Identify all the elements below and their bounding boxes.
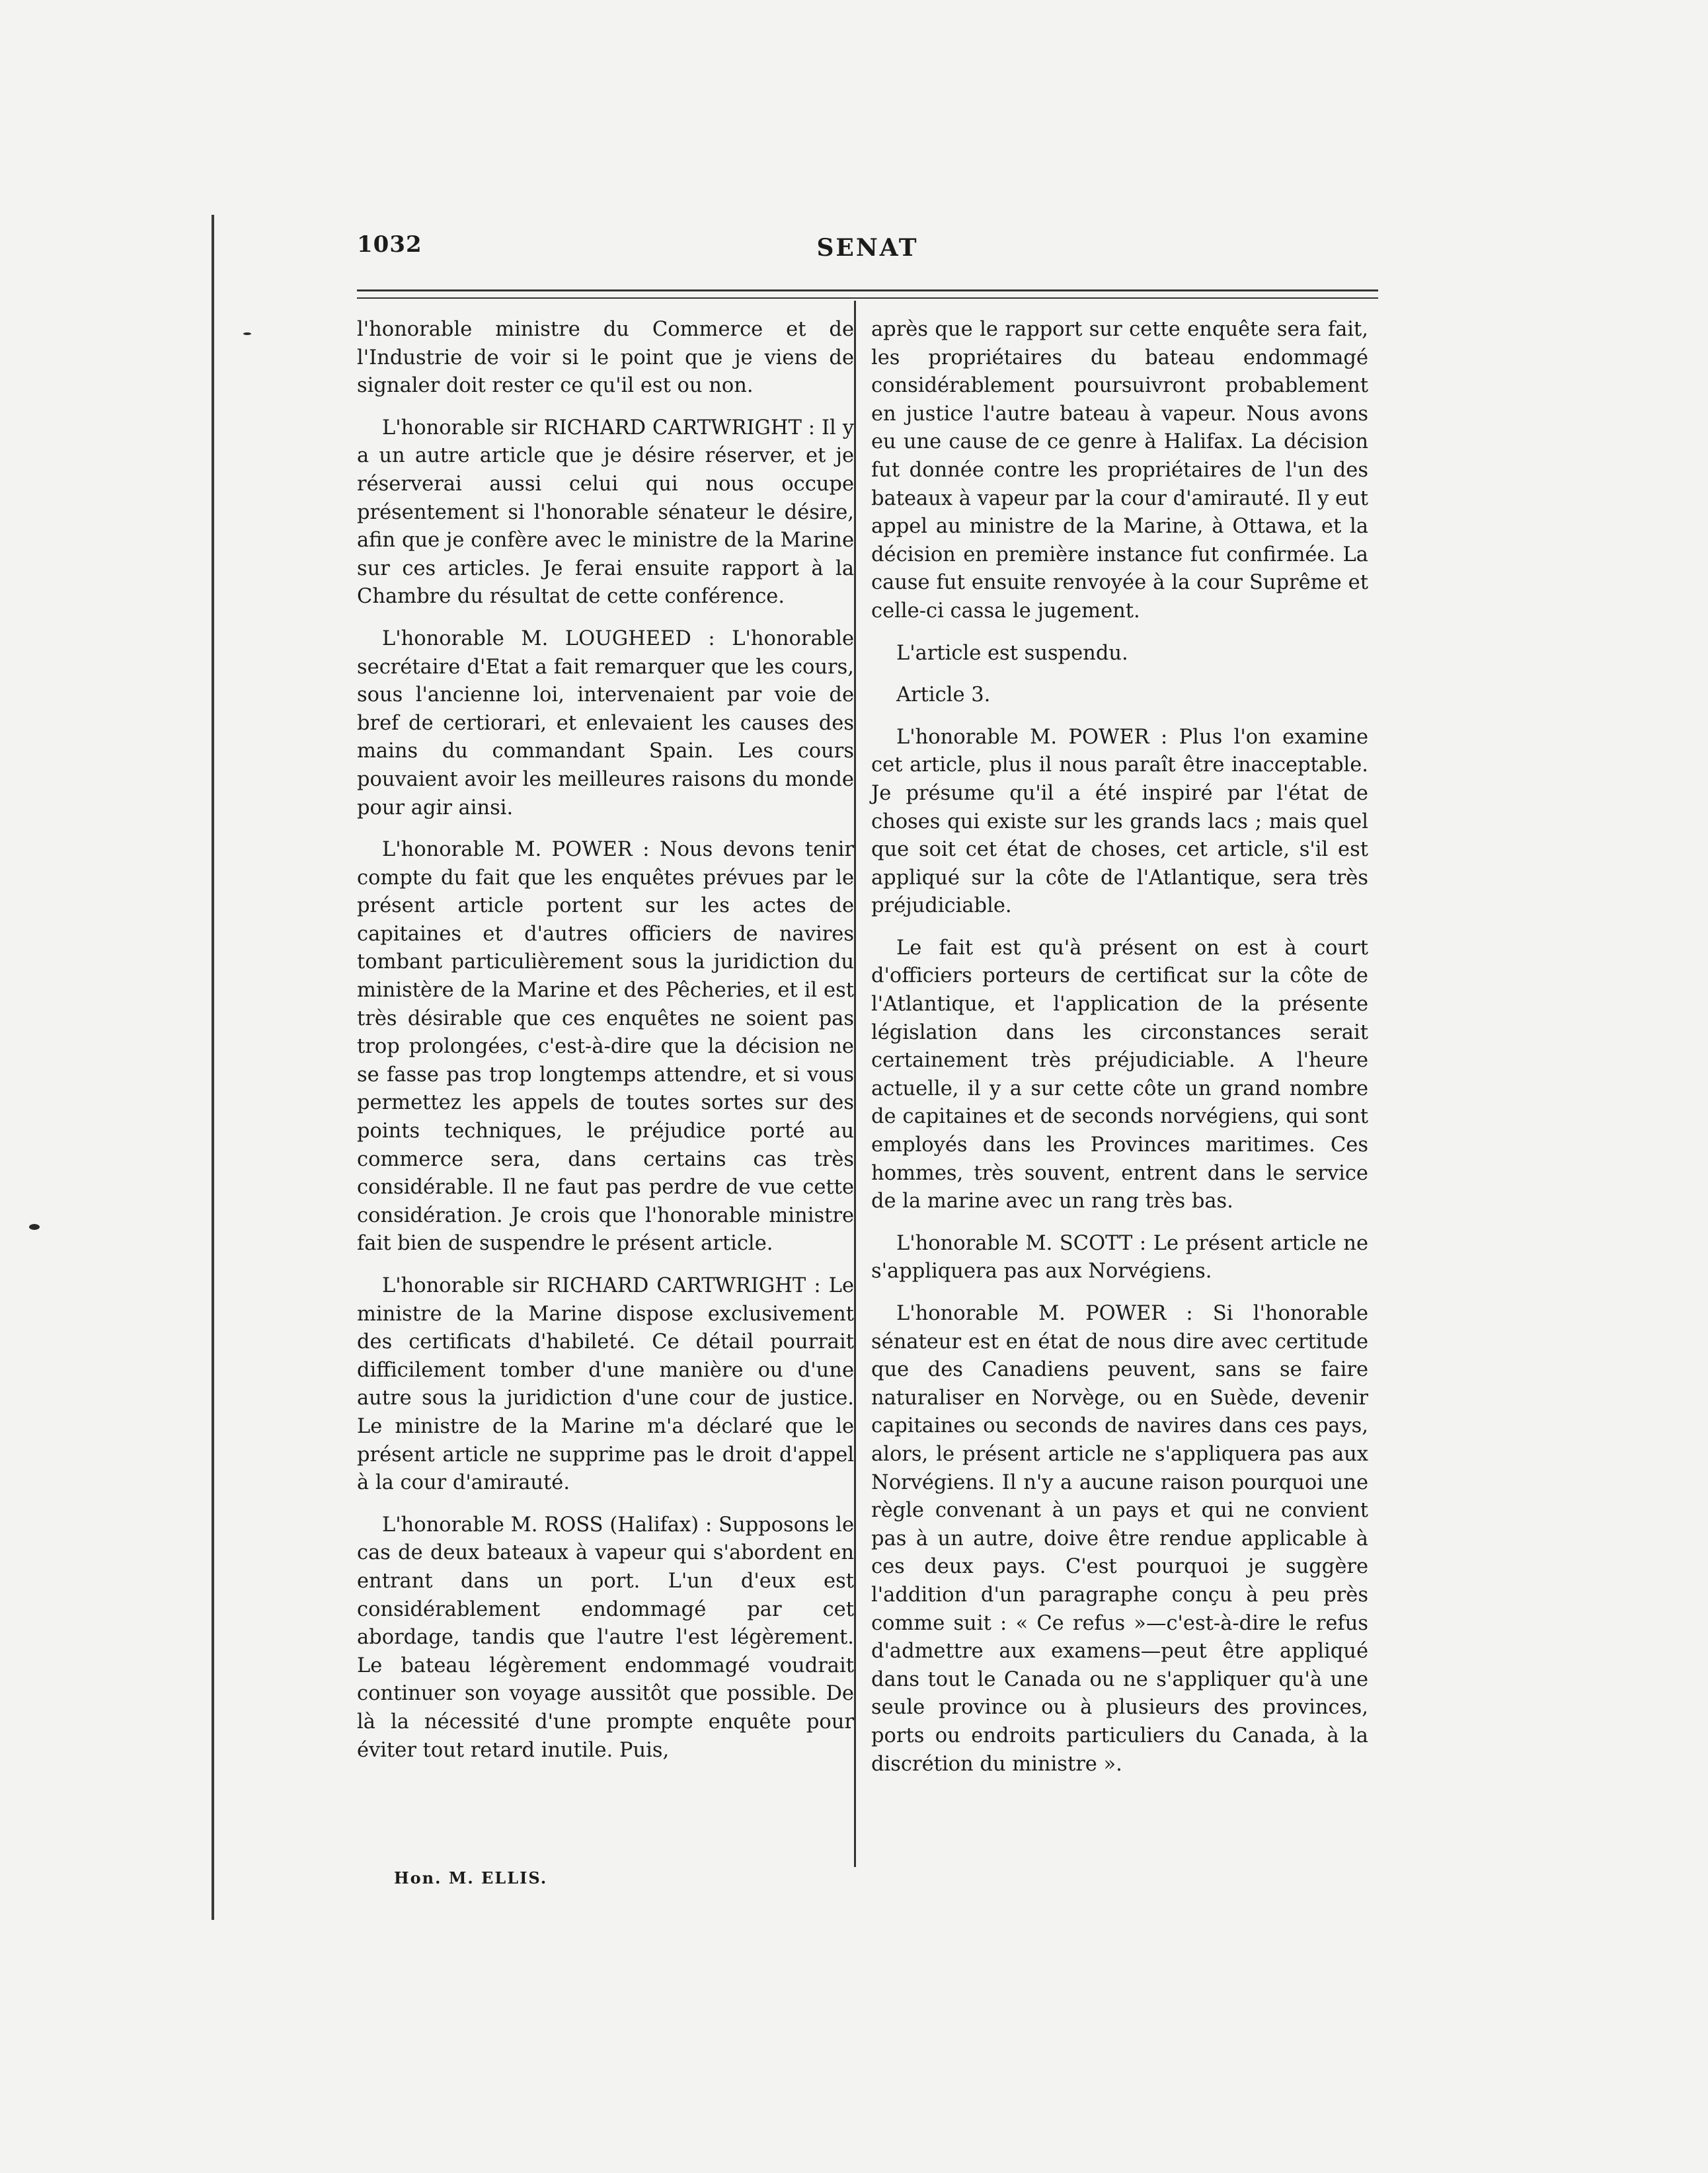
section-heading: Article 3. xyxy=(896,683,991,707)
paragraph: L'honorable M. POWER : Plus l'on examine cet article, plus il nous paraît être inacceptable. Je présume qu'il a été inspiré par l'état de choses qui existe sur les grands lacs ; mais quel que soit cet état de choses, cet article, s'il est appliqué sur la côte de l'Atlantique, sera très préjudiciable. xyxy=(871,725,1368,918)
paragraph: L'honorable M. LOUGHEED : L'honorable secrétaire d'Etat a fait remarquer que les cours, sous l'ancienne loi, intervenaient par voie de bref de certiorari, et enlevaient les causes des mains du commandant Spain. Les cours pouvaient avoir les meilleures raisons du monde pour agir ainsi. xyxy=(357,627,854,820)
left-column xyxy=(357,316,854,1778)
paragraph: L'honorable sir RICHARD CARTWRIGHT : Il y a un autre article que je désire réserver, et je réserverai aussi celui qui nous occupe présentement si l'honorable sénateur le désire, afin que je confère avec le ministre de la Marine sur ces articles. Je ferai ensuite rapport à la Chambre du résultat de cette conférence. xyxy=(357,416,854,609)
running-title: SENAT xyxy=(816,234,919,262)
scan-speck xyxy=(29,1224,40,1230)
paragraph: L'honorable M. SCOTT : Le présent article ne s'appliquera pas aux Norvégiens. xyxy=(871,1231,1368,1283)
page-header xyxy=(357,231,1378,278)
footer-speaker-name: Hon. M. ELLIS. xyxy=(394,1868,548,1887)
margin-rule xyxy=(212,215,214,1920)
paragraph: l'honorable ministre du Commerce et de l'Industrie de voir si le point que je viens de signaler doit rester ce qu'il est ou non. xyxy=(357,318,854,398)
paragraph: L'honorable M. POWER : Nous devons tenir compte du fait que les enquêtes prévues par le présent article portent sur les actes de capitaines et d'autres officiers de navires tombant particulièrement sous la juridiction du ministère de la Marine et des Pêcheries, et il est très désirable que ces enquêtes ne soient pas trop prolongées, c'est-à-dire que la décision ne se fasse pas trop longtemps attendre, et si vous permettez les appels de toutes sortes sur des points techniques, le préjudice porté au commerce sera, dans certains cas très considérable. Il ne faut pas perdre de vue cette considération. Je crois que l'honorable ministre fait bien de suspendre le présent article. xyxy=(357,838,854,1256)
header-rule xyxy=(357,289,1378,299)
paragraph: Le fait est qu'à présent on est à court d'officiers porteurs de certificat sur la côte de l'Atlantique, et l'application de la présente législation dans les circonstances serait certainement très préjudiciable. A l'heure actuelle, il y a sur cette côte un grand nombre de capitaines et de seconds norvégiens, qui sont employés dans les Provinces maritimes. Ces hommes, très souvent, entrent dans le service de la marine avec un rang très bas. xyxy=(871,936,1368,1213)
page-number: 1032 xyxy=(357,231,422,258)
paragraph: L'honorable sir RICHARD CARTWRIGHT : Le ministre de la Marine dispose exclusivement des certificats d'habileté. Ce détail pourrait difficilement tomber d'une manière ou d'une autre sous la juridiction d'une cour de justice. Le ministre de la Marine m'a déclaré que le présent article ne supprime pas le droit d'appel à la cour d'amirauté. xyxy=(357,1274,854,1495)
column-divider xyxy=(854,301,856,1867)
paragraph: L'honorable M. POWER : Si l'honorable sénateur est en état de nous dire avec certitude que des Canadiens peuvent, sans se faire naturaliser en Norvège, ou en Suède, devenir capitaines ou seconds de navires dans ces pays, alors, le présent article ne s'appliquera pas aux Norvégiens. Il n'y a aucune raison pourquoi une règle convenant à un pays et qui ne convient pas à un autre, doive être rendue applicable à ces deux pays. C'est pourquoi je suggère l'addition d'un paragraphe conçu à peu près comme suit : « Ce refus »—c'est-à-dire le refus d'admettre aux examens—peut être appliqué dans tout le Canada ou ne s'appliquer qu'à une seule province ou à plusieurs des provinces, ports ou endroits particuliers du Canada, à la discrétion du ministre ». xyxy=(871,1302,1368,1776)
scan-speck xyxy=(243,332,251,335)
paragraph: L'honorable M. ROSS (Halifax) : Supposons le cas de deux bateaux à vapeur qui s'abordent en entrant dans un port. L'un d'eux est considérablement endommagé par cet abordage, tandis que l'autre l'est légèrement. Le bateau légèrement endommagé voudrait continuer son voyage aussitôt que possible. De là la nécessité d'une prompte enquête pour éviter tout retard inutile. Puis, xyxy=(357,1513,854,1762)
right-column xyxy=(871,316,1368,1792)
paragraph: après que le rapport sur cette enquête sera fait, les propriétaires du bateau endommagé considérablement poursuivront probablement en justice l'autre bateau à vapeur. Nous avons eu une cause de ce genre à Halifax. La décision fut donnée contre les propriétaires de l'un des bateaux à vapeur par la cour d'amirauté. Il y eut appel au ministre de la Marine, à Ottawa, et la décision en première instance fut confirmée. La cause fut ensuite renvoyée à la cour Suprême et celle-ci cassa le jugement. xyxy=(871,318,1368,623)
paragraph: L'article est suspendu. xyxy=(896,641,1128,665)
